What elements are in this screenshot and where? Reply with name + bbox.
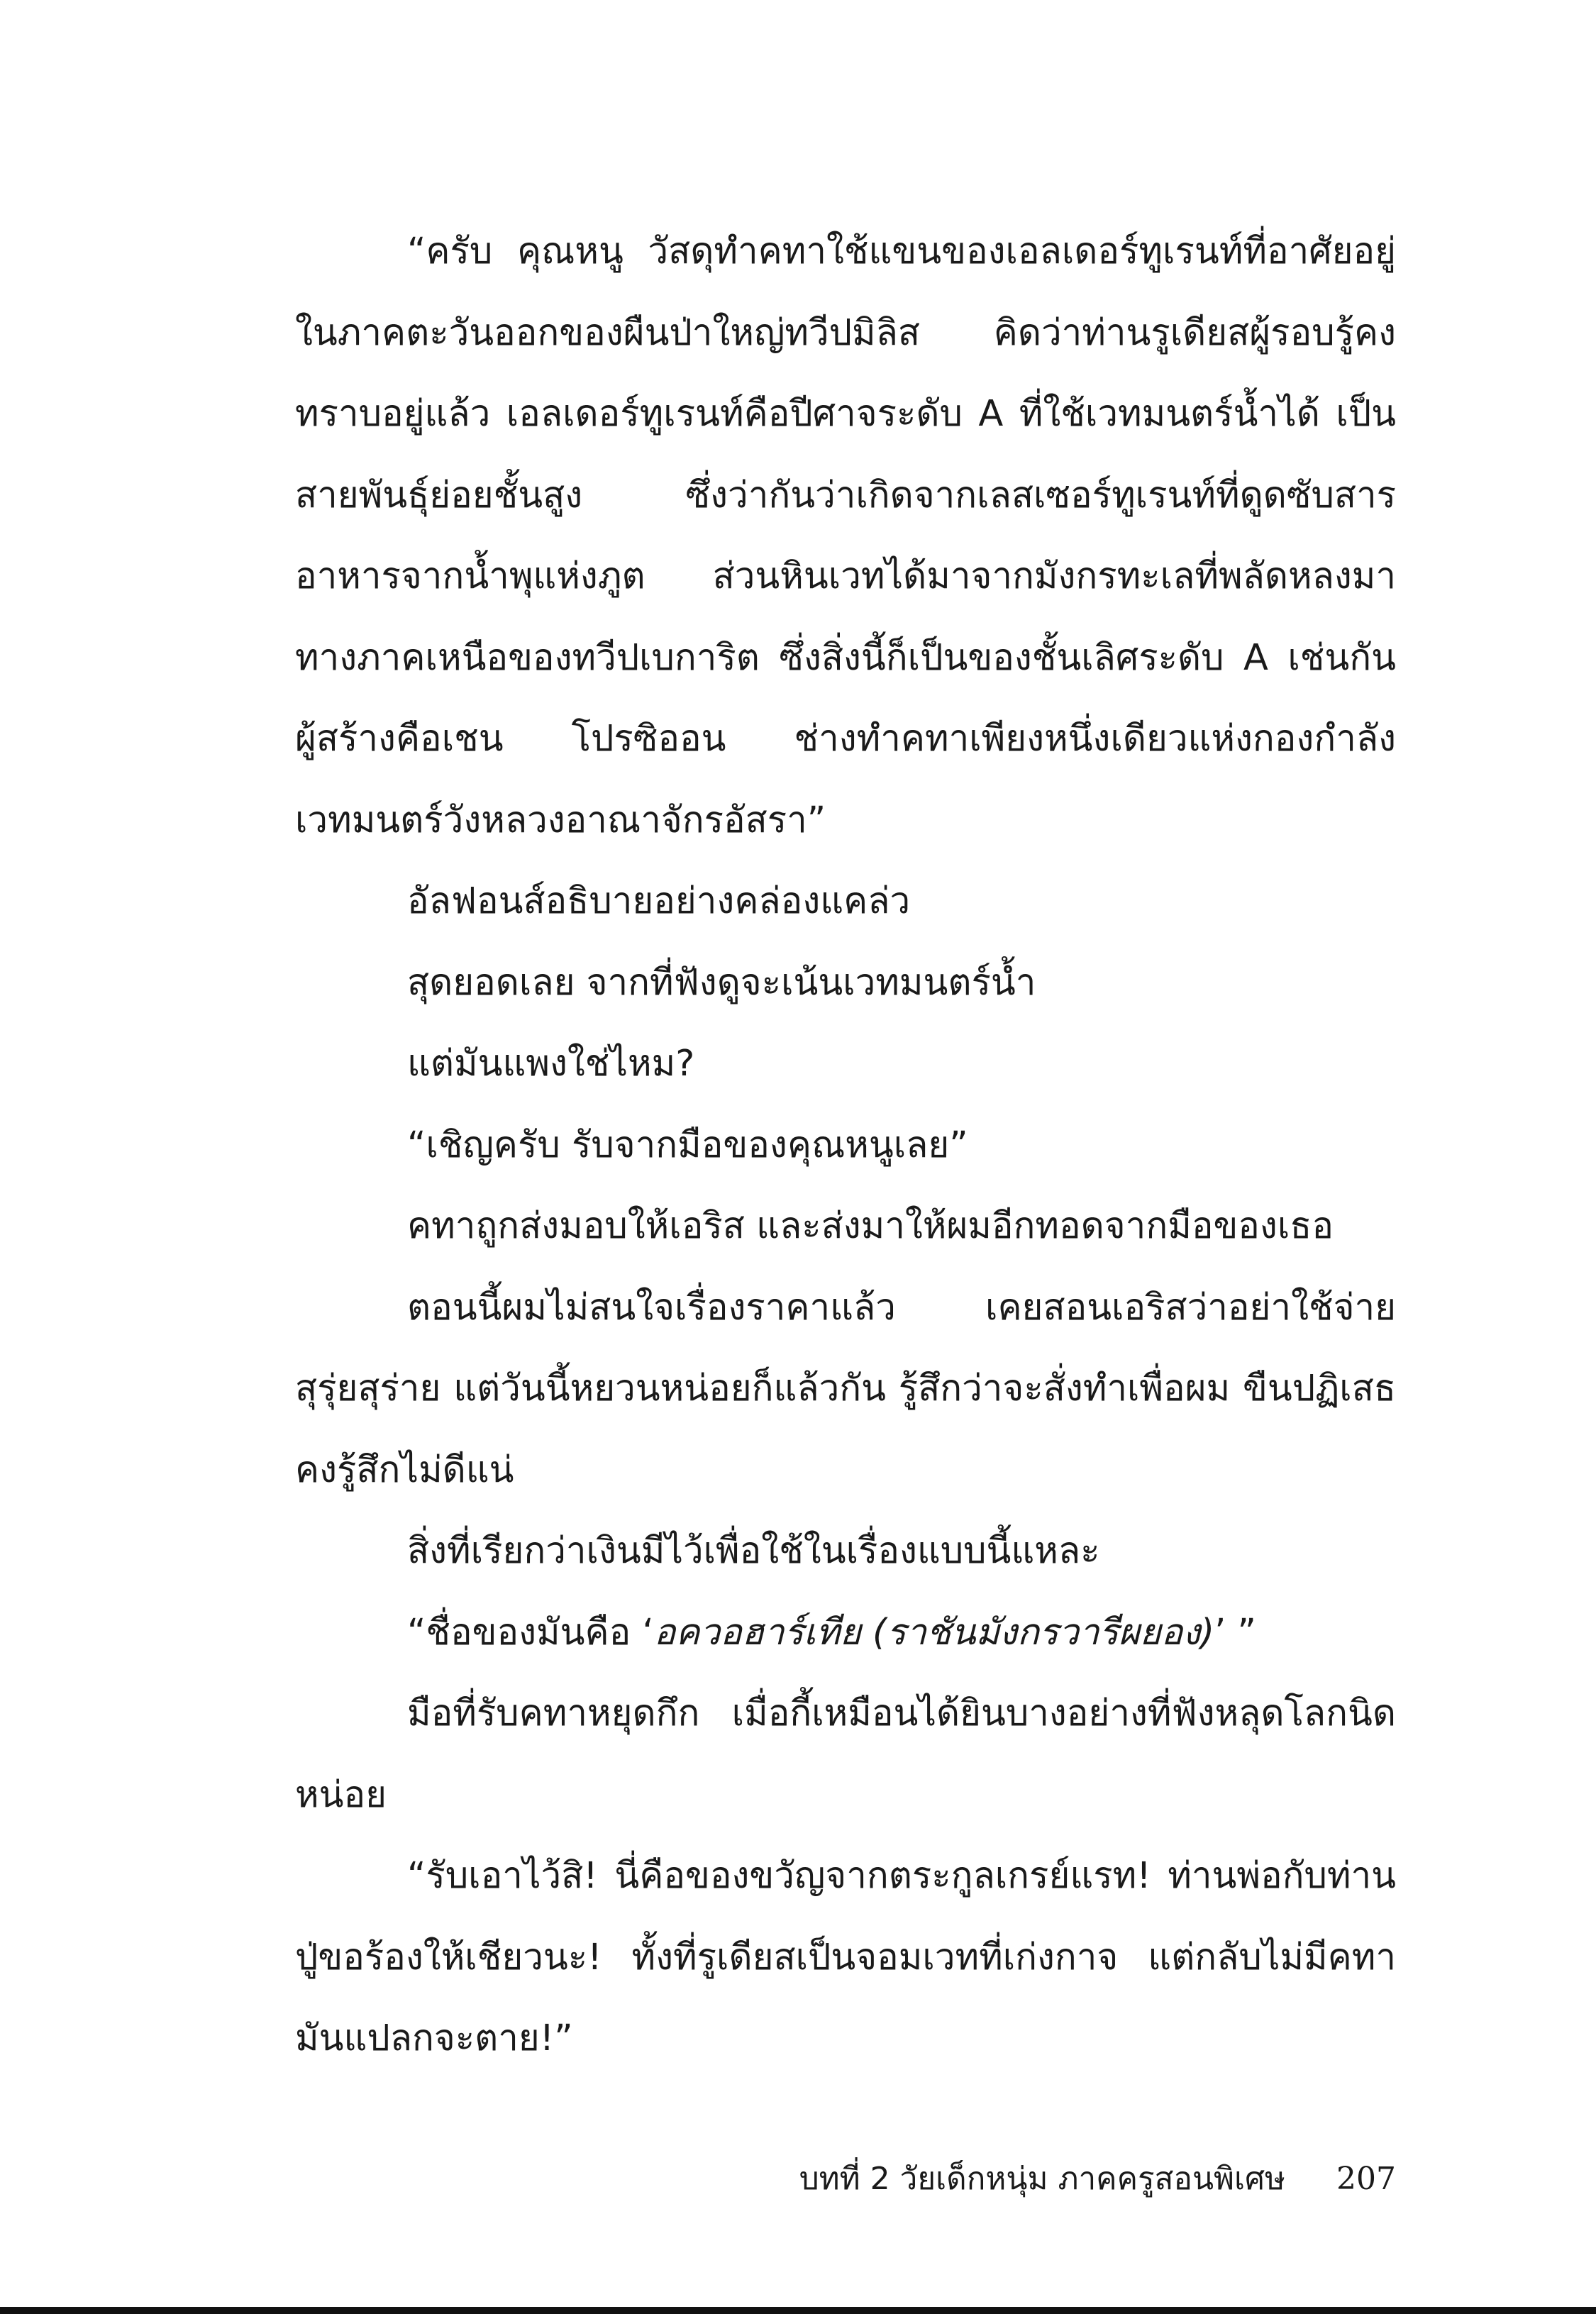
paragraph-alphonse-explains: อัลฟอนส์อธิบายอย่างคล่องแคล่ว — [407, 880, 911, 922]
paragraph-staff-name — [295, 1593, 1396, 1674]
staff-name-after: ’ ” — [1214, 1611, 1256, 1654]
page-number: 207 — [1336, 2161, 1396, 2197]
staff-name-before: “ชื่อของมันคือ ‘ — [407, 1611, 654, 1654]
paragraph-price-thoughts: ตอนนี้ผมไม่สนใจเรื่องราคาแล้ว เคยสอนเอริสว่าอย่าใช้จ่ายสุรุ่ยสุร่าย แต่วันนี้หยวนหน่อยก็แล้วกัน รู้สึกว่าจะสั่งทำเพื่อผม ขืนปฏิเสธคงรู้สึกไม่ดีแน่ — [295, 1286, 1396, 1491]
paragraph-please-receive: “เชิญครับ รับจากมือของคุณหนูเลย” — [407, 1124, 968, 1166]
bottom-edge-rule — [0, 2307, 1596, 2314]
body-text — [295, 211, 1396, 2080]
page-footer — [295, 2154, 1396, 2196]
staff-name-italic: อควอฮาร์เทีย (ราชันมังกรวารีผยอง) — [653, 1611, 1215, 1654]
paragraph-staff-description: “ครับ คุณหนู วัสดุทำคทาใช้แขนของเอลเดอร์ทูเรนท์ที่อาศัยอยู่ในภาคตะวันออกของผืนป่าใหญ่ทวีปมิลิส คิดว่าท่านรูเดียสผู้รอบรู้คงทราบอยู่แล้ว เอลเดอร์ทูเรนท์คือปีศาจระดับ A ที่ใช้เวทมนตร์น้ำได้ เป็นสายพันธุ์ย่อยชั้นสูง ซึ่งว่ากันว่าเกิดจากเลสเซอร์ทูเรนท์ที่ดูดซับสารอาหารจากน้ำพุแห่งภูต ส่วนหินเวทได้มาจากมังกรทะเลที่พลัดหลงมาทางภาคเหนือของทวีปเบการิต ซึ่งสิ่งนี้ก็เป็นของชั้นเลิศระดับ A เช่นกัน ผู้สร้างคือเชน โปรซิออน ช่างทำคทาเพียงหนึ่งเดียวแห่งกองกำลังเวทมนตร์วังหลวงอาณาจักรอัสรา” — [295, 231, 1396, 841]
paragraph-money-use: สิ่งที่เรียกว่าเงินมีไว้เพื่อใช้ในเรื่องแบบนี้แหละ — [407, 1530, 1100, 1572]
paragraph-handed-over: คทาถูกส่งมอบให้เอริส และส่งมาให้ผมอีกทอดจากมือของเธอ — [407, 1205, 1334, 1247]
paragraph-hand-stops: มือที่รับคทาหยุดกึก เมื่อกี้เหมือนได้ยินบางอย่างที่ฟังหลุดโลกนิดหน่อย — [295, 1693, 1396, 1816]
paragraph-expensive: แต่มันแพงใช่ไหม? — [407, 1043, 695, 1085]
paragraph-gift-greyrat: “รับเอาไว้สิ! นี่คือของขวัญจากตระกูลเกรย์แรท! ท่านพ่อกับท่านปู่ขอร้องให้เชียวนะ! ทั้งที่รูเดียสเป็นจอมเวทที่เก่งกาจ แต่กลับไม่มีคทา มันแปลกจะตาย!” — [295, 1855, 1396, 2059]
chapter-title: บทที่ 2 วัยเด็กหนุ่ม ภาคครูสอนพิเศษ — [799, 2161, 1286, 2197]
paragraph-water-magic: สุดยอดเลย จากที่ฟังดูจะเน้นเวทมนตร์น้ำ — [407, 961, 1036, 1004]
